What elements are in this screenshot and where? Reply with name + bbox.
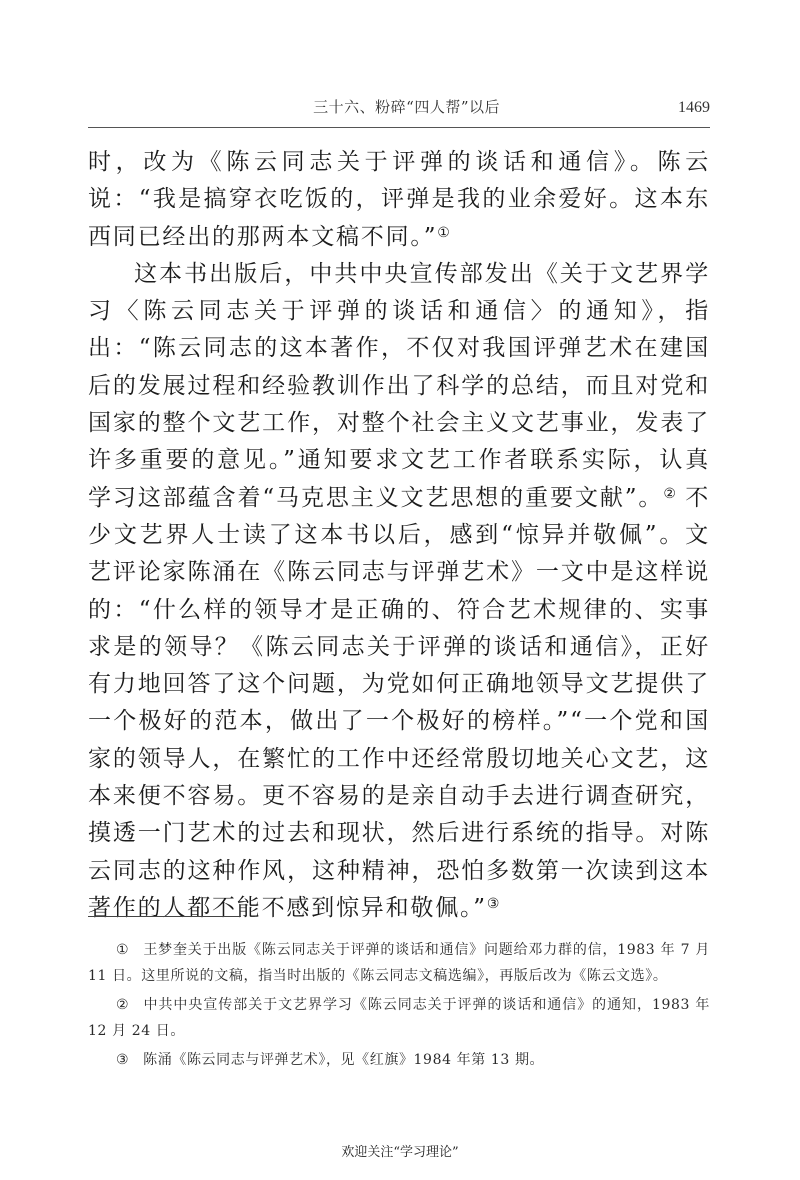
paragraph-2: [88, 256, 710, 927]
chapter-title: 三十六、粉碎“四人帮”以后: [313, 98, 500, 116]
footnotes: [88, 938, 710, 1078]
footer-caption: 欢迎关注“学习理论”: [341, 1145, 459, 1160]
footnote-1: [88, 938, 710, 989]
paragraph-1: [88, 144, 710, 256]
paragraph-2-text-b: 不少文艺界人士读了这本书以后，感到“惊异并敬佩”。文艺评论家陈涌在《陈云同志与评弹艺术》一文中是这样说的：“什么样的领导才是正确的、符合艺术规律的、实事求是的领导？《陈云同志关于评弹的谈话和通信》，正好有力地回答了这个问题，为党如何正确地领导文艺提供了一个极好的范本，做出了一个极好的榜样。”“一个党和国家的领导人，在繁忙的工作中还经常殷切地关心文艺，这本来便不容易。更不容易的是亲自动手去进行调查研究，摸透一门艺术的过去和现状，然后进行系统的指导。对陈云同志的这种作风，这种精神，恐怕多数第一次读到这本著作的人都不能不感到惊异和敬佩。”: [88, 484, 711, 921]
footnote-text: 中共中央宣传部关于文艺界学习《陈云同志关于评弹的谈话和通信》的通知，1983 年 12 月 24 日。: [88, 997, 711, 1039]
footnote-ref-3: ③: [486, 895, 500, 912]
footnote-text: 王梦奎关于出版《陈云同志关于评弹的谈话和通信》问题给邓力群的信，1983 年 7 月 11 日。这里所说的文稿，指当时出版的《陈云同志文稿选编》，再版后改为《陈云文选》。: [88, 942, 710, 984]
footnote-divider: [88, 916, 241, 917]
running-header: [88, 96, 710, 117]
footnote-3: [88, 1048, 710, 1074]
footnote-2: [88, 993, 710, 1044]
page-number: 1469: [678, 99, 710, 116]
header-divider: [88, 127, 710, 128]
footnote-mark: ②: [116, 997, 130, 1013]
footnote-mark: ①: [116, 942, 130, 958]
paragraph-1-text: 时，改为《陈云同志关于评弹的谈话和通信》。陈云说：“我是搞穿衣吃饭的，评弹是我的业余爱好。这本东西同已经出的那两本文稿不同。”: [88, 149, 710, 250]
paragraph-2-text-a: 这本书出版后，中共中央宣传部发出《关于文艺界学习〈陈云同志关于评弹的谈话和通信〉的通知》，指出：“陈云同志的这本著作，不仅对我国评弹艺术在建国后的发展过程和经验教训作出了科学的总结，而且对党和国家的整个文艺工作，对整个社会主义文艺事业，发表了许多重要的意见。”通知要求文艺工作者联系实际，认真学习这部蕴含着“马克思主义文艺思想的重要文献”。: [88, 260, 710, 511]
footnote-mark: ③: [116, 1052, 130, 1068]
footnote-text: 陈涌《陈云同志与评弹艺术》，见《红旗》1984 年第 13 期。: [143, 1052, 545, 1068]
main-text: [88, 144, 710, 927]
footnote-ref-1: ①: [437, 224, 450, 241]
footnote-ref-2: ②: [663, 485, 676, 502]
